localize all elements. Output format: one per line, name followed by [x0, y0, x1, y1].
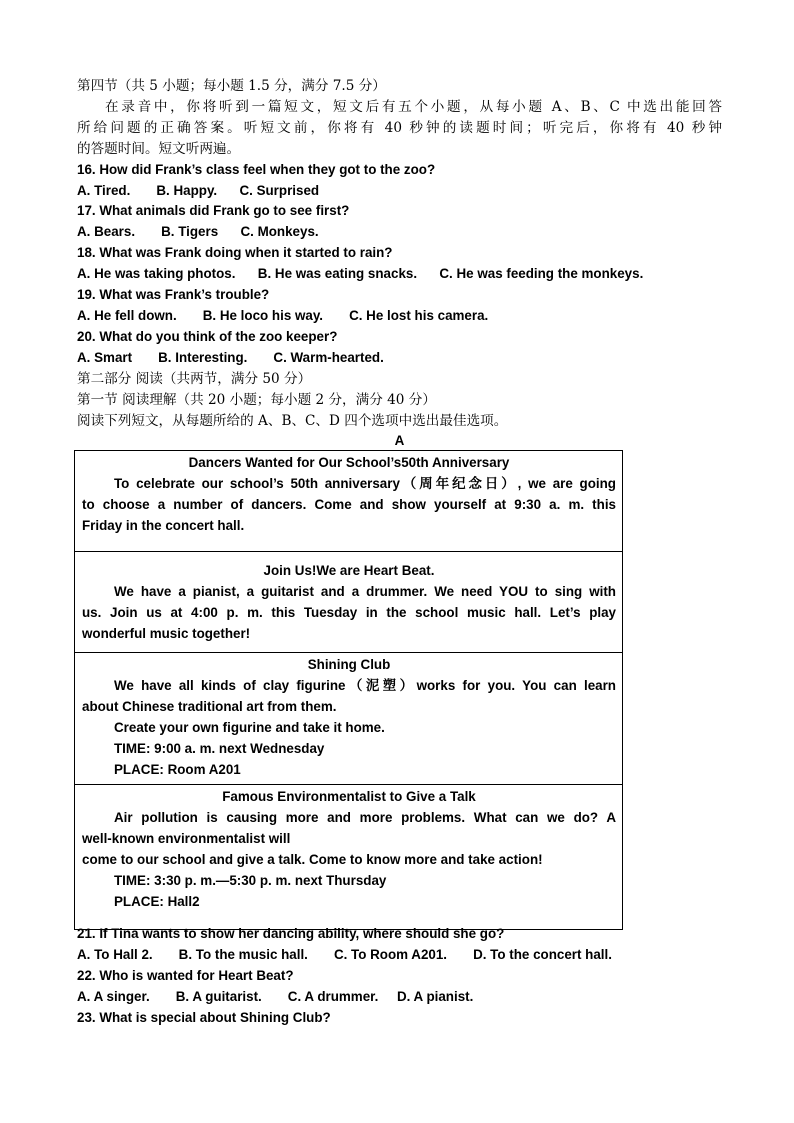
- question-22-options: A. A singer. B. A guitarist. C. A drummer. D. A pianist.: [77, 988, 474, 1004]
- listening-section: [77, 76, 722, 452]
- ad-row-dancers: [75, 451, 623, 552]
- section4-instruction-line2: 所给问题的正确答案。听短文前，你将有 40 秒钟的读题时间；听完后，你将有 40 秒钟: [77, 119, 722, 136]
- ad-row-shining-club: [75, 653, 623, 785]
- question-18-options: A. He was taking photos. B. He was eating snacks. C. He was feeding the monkeys.: [77, 266, 644, 282]
- part2-header: 第二部分 阅读（共两节，满分 50 分）: [77, 370, 312, 387]
- ad-text-line: us. Join us at 4:00 p. m. this Tuesday in the school music hall. Let’s play: [82, 604, 616, 620]
- ad-text-line: to choose a number of dancers. Come and show yourself at 9:30 a. m. this: [82, 496, 616, 512]
- section1-header: 第一节 阅读理解（共 20 小题；每小题 2 分，满分 40 分）: [77, 391, 436, 408]
- ad-text-line: Create your own figurine and take it home.: [114, 719, 385, 735]
- reading-instruction: 阅读下列短文，从每题所给的 A、B、C、D 四个选项中选出最佳选项。: [77, 412, 508, 429]
- question-17: 17. What animals did Frank go to see first?: [77, 203, 350, 219]
- ads-table: [74, 450, 623, 930]
- ad-text-line: come to our school and give a talk. Come to know more and take action!: [82, 852, 543, 868]
- ad-time: TIME: 3:30 p. m.—5:30 p. m. next Thursday: [114, 873, 387, 889]
- section4-instruction-line3: 的答题时间。短文听两遍。: [77, 140, 241, 157]
- question-19: 19. What was Frank’s trouble?: [77, 287, 270, 303]
- ad-text-line: well-known environmentalist will: [82, 831, 291, 847]
- question-17-options: A. Bears. B. Tigers C. Monkeys.: [77, 224, 319, 240]
- ad-text-line: Air pollution is causing more and more problems. What can we do? A: [114, 810, 616, 826]
- question-22: 22. Who is wanted for Heart Beat?: [77, 967, 294, 983]
- ad-title: Dancers Wanted for Our School’s50th Anniversary: [188, 455, 510, 470]
- ad-time: TIME: 9:00 a. m. next Wednesday: [114, 740, 325, 756]
- question-21-options: A. To Hall 2. B. To the music hall. C. To Room A201. D. To the concert hall.: [77, 946, 612, 962]
- ad-row-environmentalist: [75, 785, 623, 930]
- question-23: 23. What is special about Shining Club?: [77, 1009, 331, 1025]
- question-20-options: A. Smart B. Interesting. C. Warm-hearted.: [77, 349, 384, 365]
- ad-place: PLACE: Room A201: [114, 761, 241, 777]
- ad-text-line: We have all kinds of clay figurine（泥塑）works for you. You can learn: [114, 677, 616, 693]
- ad-text-line: wonderful music together!: [82, 625, 251, 641]
- reading-questions: [77, 924, 722, 1029]
- ad-title: Shining Club: [307, 657, 391, 672]
- ad-text-line: Friday in the concert hall.: [82, 517, 245, 533]
- question-21: 21. If Tina wants to show her dancing ability, where should she go?: [77, 926, 505, 941]
- ad-text-line: To celebrate our school’s 50th anniversary（周年纪念日）, we are going: [114, 475, 616, 491]
- passage-label: A: [394, 433, 405, 449]
- ad-row-heart-beat: [75, 552, 623, 653]
- ad-place: PLACE: Hall2: [114, 893, 200, 909]
- question-19-options: A. He fell down. B. He loco his way. C. He lost his camera.: [77, 307, 489, 323]
- question-20: 20. What do you think of the zoo keeper?: [77, 328, 338, 344]
- ad-text-line: about Chinese traditional art from them.: [82, 698, 337, 714]
- question-18: 18. What was Frank doing when it started to rain?: [77, 245, 393, 261]
- question-16-options: A. Tired. B. Happy. C. Surprised: [77, 182, 320, 198]
- ad-text-line: We have a pianist, a guitarist and a drummer. We need YOU to sing with: [114, 583, 616, 599]
- section4-instruction-line1: 在录音中，你将听到一篇短文，短文后有五个小题，从每小题 A、B、C 中选出能回答: [105, 98, 722, 115]
- ad-title: Join Us!We are Heart Beat.: [263, 563, 435, 578]
- section4-header: 第四节（共 5 小题；每小题 1.5 分，满分 7.5 分）: [77, 78, 386, 94]
- question-16: 16. How did Frank’s class feel when they got to the zoo?: [77, 161, 436, 177]
- ad-title: Famous Environmentalist to Give a Talk: [222, 789, 476, 805]
